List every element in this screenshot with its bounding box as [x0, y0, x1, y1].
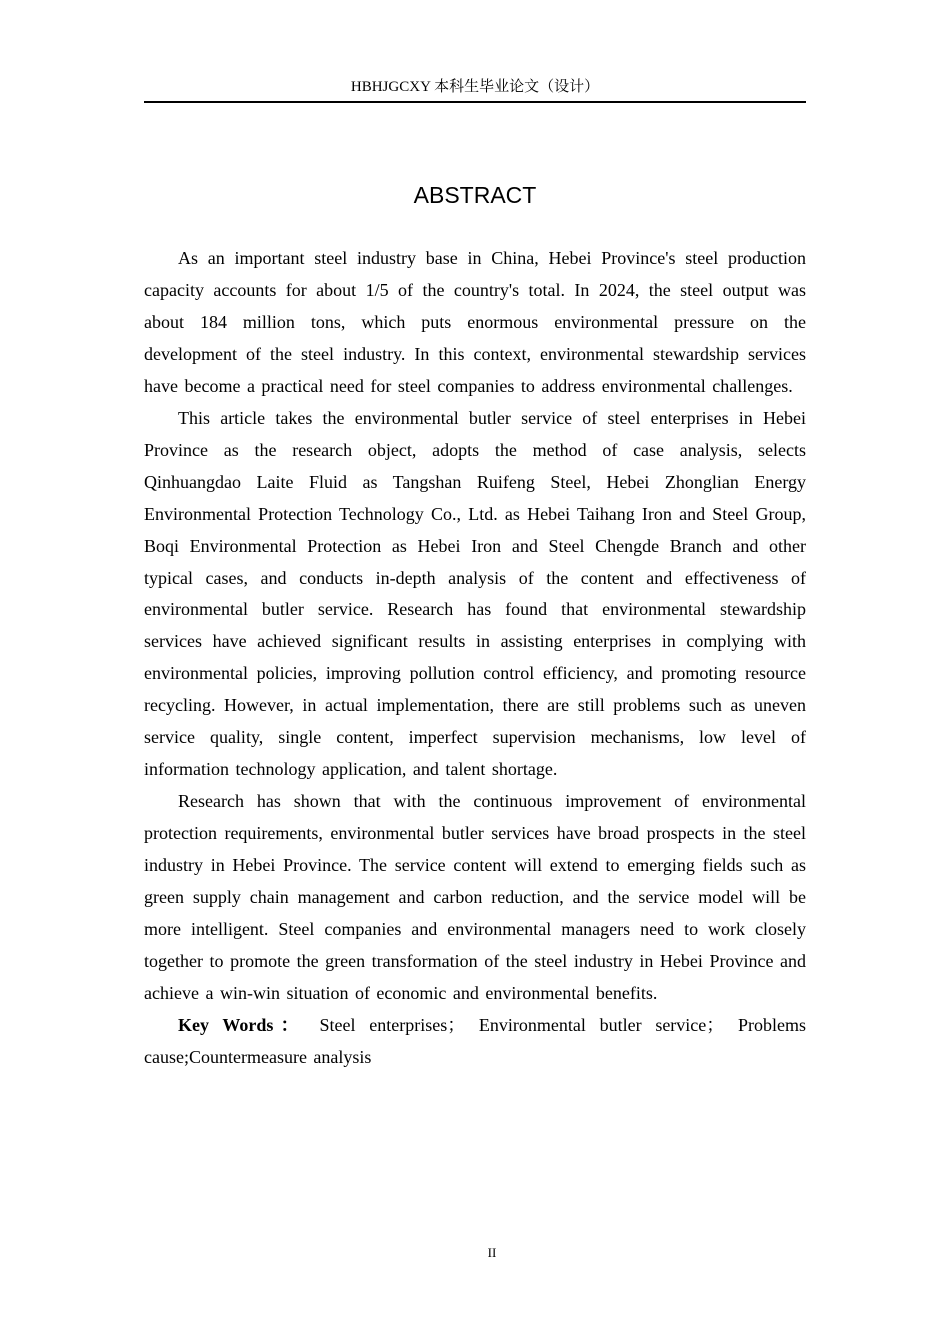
- page-number: II: [487, 1245, 497, 1260]
- keywords-line: [144, 1010, 806, 1074]
- abstract-paragraph-1: As an important steel industry base in China, Hebei Province's steel production capacity accounts for about 1/5 of the country's total. In 2024, the steel output was about 184 million tons, which puts enormous environmental pressure on the development of the steel industry. In this context, environmental stewardship services have become a practical need for steel companies to address environmental challenges.: [144, 248, 806, 396]
- running-title: HBHJGCXY 本科生毕业论文（设计）: [350, 79, 600, 95]
- keywords-text: Steel enterprises； Environmental butler service； Problems cause;Countermeasure analysis: [144, 1014, 806, 1067]
- abstract-paragraph-2: This article takes the environmental butler service of steel enterprises in Hebei Province as the research object, adopts the method of case analysis, selects Qinhuangdao Laite Fluid as Tangshan Ruifeng Steel, Hebei Zhonglian Energy Environmental Protection Technology Co., Ltd. as Hebei Taihang Iron and Steel Group, Boqi Environmental Protection as Hebei Iron and Steel Chengde Branch and other typical cases, and conducts in-depth analysis of the content and effectiveness of environmental butler service. Research has found that environmental stewardship services have achieved significant results in assisting enterprises in complying with environmental policies, improving pollution control efficiency, and promoting resource recycling. However, in actual implementation, there are still problems such as uneven service quality, single content, imperfect supervision mechanisms, low level of information technology application, and talent shortage.: [144, 407, 806, 780]
- abstract-body: [144, 243, 806, 1074]
- abstract-title: ABSTRACT: [413, 182, 537, 208]
- running-header: [144, 76, 806, 103]
- abstract-paragraph-3: Research has shown that with the continuous improvement of environmental protection requirements, environmental butler services have broad prospects in the steel industry in Hebei Province. The service content will extend to emerging fields such as green supply chain management and carbon reduction, and the service model will be more intelligent. Steel companies and environmental managers need to work closely together to promote the green transformation of the steel industry in Hebei Province and achieve a win-win situation of economic and environmental benefits.: [144, 791, 806, 1003]
- keywords-label: Key Words：: [178, 1014, 306, 1035]
